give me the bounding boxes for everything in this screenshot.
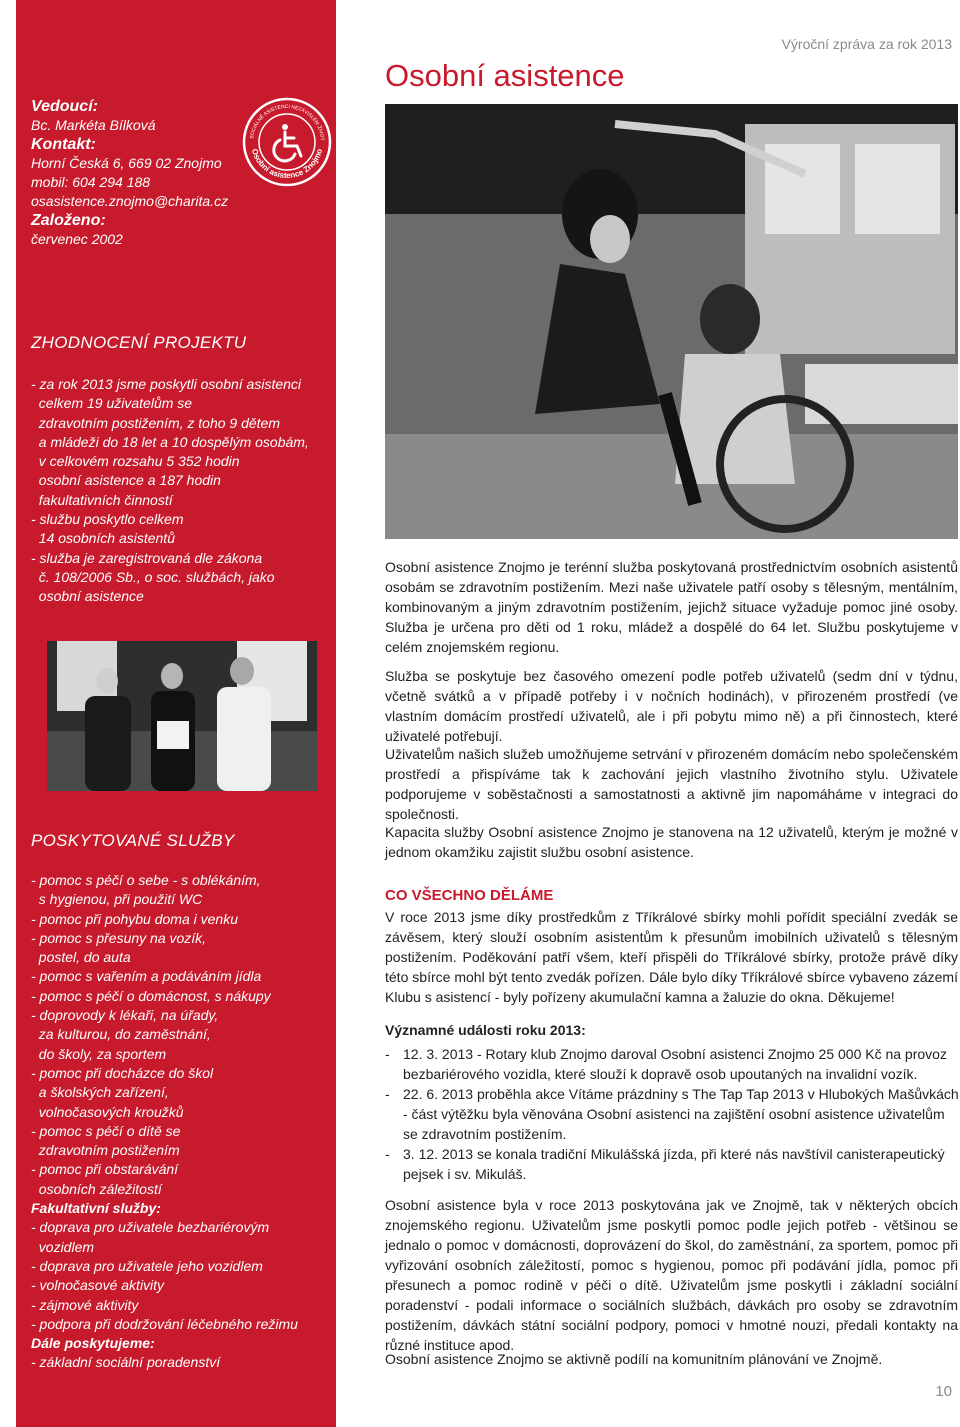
service-line: zdravotním postižením xyxy=(31,1142,180,1159)
service-line: a školských zařízení, xyxy=(31,1084,169,1101)
service-line: - volnočasové aktivity xyxy=(31,1277,165,1294)
service-line: - pomoc při obstarávání xyxy=(31,1161,179,1178)
evaluation-line: v celkovém rozsahu 5 352 hodin xyxy=(31,453,240,470)
event-text: 12. 3. 2013 - Rotary klub Znojmo daroval Osobní asistenci Znojmo 25 000 Kč na provoz bezbariérového vozidla, které slouží k dopravě osob upoutaných na invalidní vozík. xyxy=(403,1046,947,1082)
service-line: - pomoc s péčí o domácnost, s nákupy xyxy=(31,987,271,1004)
what-we-do-paragraph: V roce 2013 jsme díky prostředkům z Tříkrálové sbírky mohli pořídit speciální zvedák se závěsem, který slouží osobním asistentům k přesunům imobilních uživatelů s tělesným postižením. Poděkování patří všem, kteří přispěli do Tříkrálové sbírky, protože právě díky této sbírce mohl být tento zvedák pořízen. Dále bylo díky Tříkrálové sbírce vybaveno zázemí Klubu s asistencí - byly pořízeny akumulační kamna a žaluzie do okna. Děkujeme! xyxy=(385,909,958,1005)
service-line: za kulturou, do zaměstnání, xyxy=(31,1026,211,1043)
service-line: postel, do auta xyxy=(31,949,131,966)
contact-line: mobil: 604 294 188 xyxy=(31,174,151,190)
evaluation-line: č. 108/2006 Sb., o soc. službách, jako xyxy=(31,568,275,585)
contact-line: Horní Česká 6, 669 02 Znojmo xyxy=(31,155,222,171)
service-line: - podpora při dodržování léčebného režimu xyxy=(31,1315,298,1332)
evaluation-line: osobní asistence a 187 hodin xyxy=(31,472,221,489)
evaluation-line: osobní asistence xyxy=(31,588,144,605)
event-item: - 3. 12. 2013 se konala tradiční Mikulášská jízda, při které nás navštívil canisterapeutický pejsek i sv. Mikuláš. xyxy=(385,1146,945,1182)
contact-line: Založeno: xyxy=(31,212,106,229)
capacity-paragraph: Kapacita služby Osobní asistence Znojmo je stanovena na 12 uživatelů, kterým je možné v jednom okamžiku zajistit službu osobní asistence. xyxy=(385,824,958,860)
evaluation-line: fakultativních činností xyxy=(31,491,173,508)
intro-paragraph: Osobní asistence Znojmo je terénní služba poskytovaná prostřednictvím osobních asistentů osobám se zdravotním postižením. Mezi naše uživatele patří osoby s tělesným, mentálním, kombinovaným a jiným zdravotním postižením, jejichž situace vyžaduje pomoc jiné osoby. Služba je určena pro děti od 1 roku, mládež a dospělé do 64 let. Službu poskytujeme v celém znojemském regionu. xyxy=(385,559,958,655)
event-item: - 12. 3. 2013 - Rotary klub Znojmo daroval Osobní asistenci Znojmo 25 000 Kč na provoz bezbariérového vozidla, které slouží k dopravě osob upoutaných na invalidní vozík. xyxy=(385,1046,947,1082)
contact-block xyxy=(31,97,241,249)
contact-line: Kontakt: xyxy=(31,136,96,153)
evaluation-line: - službu poskytlo celkem xyxy=(31,511,184,528)
service-line: - zájmové aktivity xyxy=(31,1296,139,1313)
services-title: POSKYTOVANÉ SLUŽBY xyxy=(31,831,235,850)
evaluation-line: zdravotním postižením, z toho 9 dětem xyxy=(31,414,281,431)
evaluation-line: - za rok 2013 jsme poskytli osobní asistenci xyxy=(31,376,302,392)
services-subheading: Fakultativní služby: xyxy=(31,1200,161,1217)
services-subheading: Dále poskytujeme: xyxy=(31,1335,155,1352)
contact-email[interactable]: osasistence.znojmo@charita.cz xyxy=(31,193,229,209)
contact-line: červenec 2002 xyxy=(31,231,123,247)
event-item: - 22. 6. 2013 proběhla akce Vítáme prázdniny s The Tap Tap 2013 v Hlubokých Mašůvkách - část výtěžku byla věnována Osobní asistenci na zajištění osobní asistence uživatelům se zdravotním postižením. xyxy=(385,1086,959,1142)
service-line: - pomoc s vařením a podáváním jídla xyxy=(31,968,262,985)
summary-paragraph: Osobní asistence byla v roce 2013 poskytována jak ve Znojmě, tak v některých obcích znojemského regionu. Uživatelům jsme poskytli pomoc podle jejich potřeb - většinou se jednalo o pomoc v domácnosti, doprovázení do škol, do zaměstnání, za sportem, pomoc při vyřizování osobních záležitostí, pomoc s hygienou, pomoc při podávání jídla, pomoc při přesunech a pomoc rodině v péči o dítě. Uživatelům jsme poskytli i základní sociální poradenství - podali informace o sociálních službách, dávkách pro osoby se zdravotním postižením, dávkách státní sociální podpory, pomoci v hmotné nouzi, předali kontakty na různé instituce apod. xyxy=(385,1197,958,1353)
main-photo xyxy=(385,104,958,539)
evaluation-title: ZHODNOCENÍ PROJEKTU xyxy=(31,333,247,352)
service-line: s hygienou, při použití WC xyxy=(31,891,203,908)
contact-line: Vedoucí: xyxy=(31,98,98,115)
svg-text:O SOCIÁLNĚ ASISTENCI NEZÁVISLÉ xyxy=(241,96,325,141)
organization-logo xyxy=(241,96,333,188)
report-label: Výroční zpráva za rok 2013 xyxy=(781,36,952,52)
page-number: 10 xyxy=(935,1383,952,1400)
service-line: - doprava pro uživatele jeho vozidlem xyxy=(31,1257,263,1274)
evaluation-line: 14 osobních asistentů xyxy=(31,530,175,547)
logo-arc-bottom: Osobní asistence Znojmo xyxy=(249,147,325,181)
service-paragraph: Služba se poskytuje bez časového omezení podle potřeb uživatelů (sedm dní v týdnu, včetně svátků a v případě potřeby i v nočních hodinách), v přirozeném prostředí (ve vlastním domácím prostředí uživatelů, ale i při pobytu mimo ně) a při činnostech, které uživatelé potřebují. xyxy=(385,668,958,744)
service-line: - pomoc s přesuny na vozík, xyxy=(31,929,207,946)
service-line: - pomoc s péčí o sebe - s oblékáním, xyxy=(31,872,261,888)
event-text: 22. 6. 2013 proběhla akce Vítáme prázdniny s The Tap Tap 2013 v Hlubokých Mašůvkách - část výtěžku byla věnována Osobní asistenci na zajištění osobní asistence uživatelům se zdravotním postižením. xyxy=(403,1086,959,1142)
contact-line: Bc. Markéta Bílková xyxy=(31,117,156,133)
service-line: do školy, za sportem xyxy=(31,1045,167,1062)
service-line: - pomoc s péčí o dítě se xyxy=(31,1122,181,1139)
evaluation-line: celkem 19 uživatelům se xyxy=(31,395,193,412)
page-title: Osobní asistence xyxy=(385,58,625,93)
events-list xyxy=(385,1044,960,1184)
community-paragraph: Osobní asistence Znojmo se aktivně podílí na komunitním plánování ve Znojmě. xyxy=(385,1351,883,1367)
wheelchair-icon xyxy=(274,124,301,161)
service-line: volnočasových kroužků xyxy=(31,1103,184,1120)
evaluation-list xyxy=(31,375,331,607)
logo-arc-top: SOCIÁLNĚ ASISTENCI NEZÁVISLÉM ŽIVOT xyxy=(249,103,326,141)
support-paragraph: Uživatelům našich služeb umožňujeme setrvání v přirozeném domácím nebo společenském prostředí a přispíváme tak k zachování jejich vlastního životního stylu. Uživatele podporujeme v soběstačnosti a samostatnosti a aktivně jim napomáháme v integraci do společnosti. xyxy=(385,746,958,822)
service-line: - doprava pro uživatele bezbariérovým xyxy=(31,1219,270,1236)
service-line: vozidlem xyxy=(31,1238,95,1255)
evaluation-line: a mládeži do 18 let a 10 dospělým osobám, xyxy=(31,433,309,450)
service-line: osobních záležitostí xyxy=(31,1180,162,1197)
event-text: 3. 12. 2013 se konala tradiční Mikulášská jízda, při které nás navštívil canisterapeutický pejsek i sv. Mikuláš. xyxy=(403,1146,945,1182)
sidebar xyxy=(16,0,336,1427)
team-photo xyxy=(47,641,317,791)
evaluation-line: - služba je zaregistrovaná dle zákona xyxy=(31,549,263,566)
service-line: - doprovody k lékaři, na úřady, xyxy=(31,1007,219,1024)
service-line: - pomoc při pohybu doma i venku xyxy=(31,910,238,927)
services-list xyxy=(31,871,331,1373)
what-we-do-title: CO VŠECHNO DĚLÁME xyxy=(385,887,554,904)
service-line: - pomoc při docházce do škol xyxy=(31,1064,214,1081)
events-title: Významné události roku 2013: xyxy=(385,1022,586,1038)
service-line: - základní sociální poradenství xyxy=(31,1354,221,1371)
